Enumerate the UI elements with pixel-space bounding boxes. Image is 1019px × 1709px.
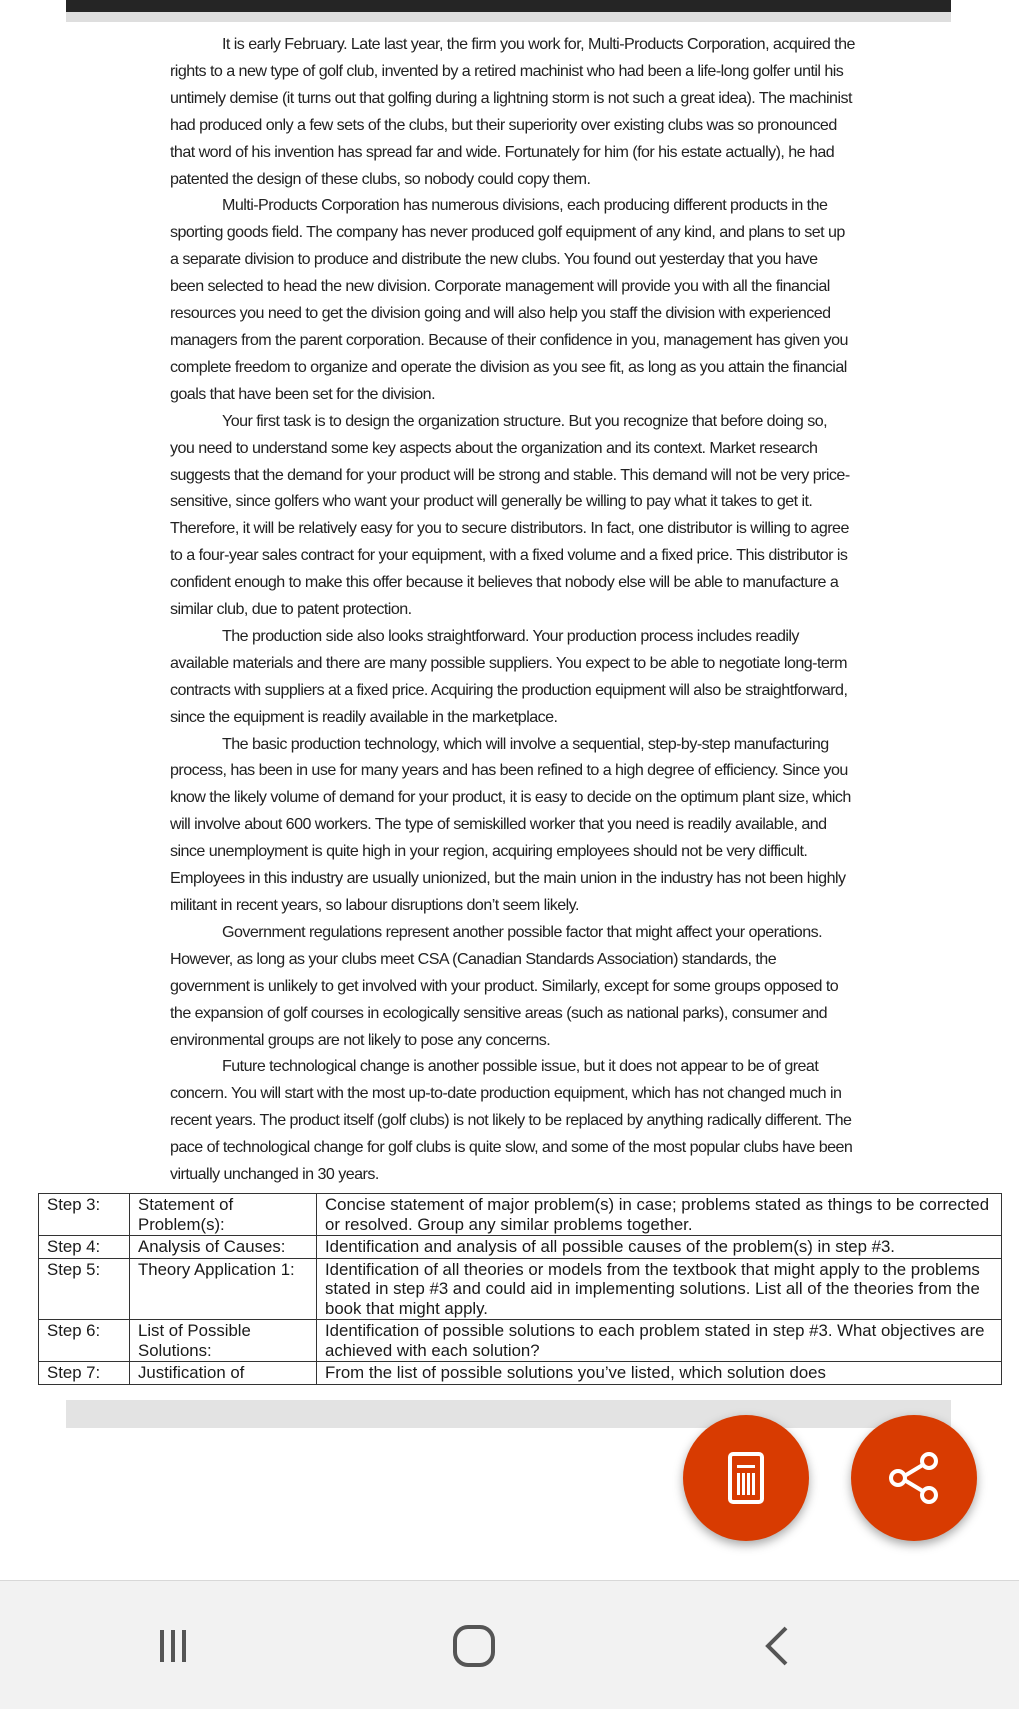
table-row — [39, 1320, 1002, 1362]
home-icon — [450, 1622, 498, 1670]
paragraph-7: Future technological change is another possible issue, but it does not appear to be of great concern. You will start with the most up-to-date production equipment, which has not changed much in recent years. The product itself (golf clubs) is not likely to be replaced by anything radically different. The pace of technological change for golf clubs is quite slow, and some of the most popular clubs have been virtually unchanged in 30 years. — [170, 1057, 853, 1184]
step-description: Identification of possible solutions to each problem stated in step #3. What objectives are achieved with each solution? — [317, 1320, 1002, 1362]
paragraph-6: Government regulations represent another possible factor that might affect your operations. However, as long as your clubs meet CSA (Canadian Standards Association) standards, the government is unlikely to get involved with your product. Similarly, except for some groups opposed to the expansion of golf courses in ecologically sensitive areas (such as national parks), consumer and environmental groups are not likely to pose any concerns. — [170, 922, 839, 1049]
step-number: Step 4: — [39, 1236, 130, 1259]
paragraph-4: The production side also looks straightforward. Your production process includes readily available materials and there are many possible suppliers. You expect to be able to negotiate long-term contracts with suppliers at a fixed price. Acquiring the production equipment will also be straightforward, since the equipment is readily available in the marketplace. — [170, 626, 848, 726]
table-row — [39, 1194, 1002, 1236]
step-description: Identification and analysis of all possible causes of the problem(s) in step #3. — [317, 1236, 1002, 1259]
page-separator — [66, 1400, 951, 1428]
document-page — [170, 31, 855, 1188]
step-description: Identification of all theories or models from the textbook that might apply to the problems stated in step #3 and could aid in implementing solutions. List all of the theories from the book that might apply. — [317, 1258, 1002, 1320]
table-row — [39, 1258, 1002, 1320]
step-name: Statement of Problem(s): — [130, 1194, 317, 1236]
home-button[interactable] — [434, 1611, 514, 1681]
step-number: Step 3: — [39, 1194, 130, 1236]
share-icon — [886, 1450, 942, 1506]
steps-table — [38, 1193, 1002, 1385]
recent-apps-button[interactable] — [133, 1611, 213, 1681]
step-name: Theory Application 1: — [130, 1258, 317, 1320]
table-row — [39, 1362, 1002, 1385]
paragraph-5: The basic production technology, which will involve a sequential, step-by-step manufacturing process, has been in use for many years and has been refined to a high degree of efficiency. Since you know the likely volume of demand for your product, it is easy to decide on the optimum plant size, which will involve about 600 workers. The type of semiskilled worker that you need is readily available, and since unemployment is quite high in your region, acquiring employees should not be very difficult. Employees in this industry are usually unionized, but the main union in the industry has not been highly militant in recent years, so labour disruptions don’t seem likely. — [170, 734, 851, 914]
step-number: Step 6: — [39, 1320, 130, 1362]
reader-mode-button[interactable] — [683, 1415, 809, 1541]
table-row — [39, 1236, 1002, 1259]
step-name: Justification of — [130, 1362, 317, 1385]
step-number: Step 5: — [39, 1258, 130, 1320]
step-number: Step 7: — [39, 1362, 130, 1385]
step-name: List of Possible Solutions: — [130, 1320, 317, 1362]
share-button[interactable] — [851, 1415, 977, 1541]
recent-apps-icon — [153, 1626, 193, 1666]
system-navigation-bar — [0, 1580, 1019, 1709]
paragraph-2: Multi-Products Corporation has numerous divisions, each producing different products in the sporting goods field. The company has never produced golf equipment of any kind, and plans to set up a separate division to produce and distribute the new clubs. You found out yesterday that you have been selected to head the new division. Corporate management will provide you with all the financial resources you need to get the division going and will also help you staff the division with experienced managers from the parent corporation. Because of their confidence in you, management has given you complete freedom to organize and operate the division as you see fit, as long as you attain the financial goals that have been set for the division. — [170, 196, 848, 403]
step-description: From the list of possible solutions you’ve listed, which solution does — [317, 1362, 1002, 1385]
back-icon — [758, 1624, 798, 1668]
viewer-top-bar-shadow — [66, 12, 951, 22]
step-description: Concise statement of major problem(s) in case; problems stated as things to be corrected or resolved. Group any similar problems together. — [317, 1194, 1002, 1236]
steps-table-viewport — [0, 1193, 1019, 1397]
step-name: Analysis of Causes: — [130, 1236, 317, 1259]
paragraph-3: Your first task is to design the organization structure. But you recognize that before doing so, you need to understand some key aspects about the organization and its context. Market research suggests that the demand for your product will be strong and stable. This demand will not be very price-sensitive, since golfers who want your product will generally be willing to pay what it takes to get it. Therefore, it will be relatively easy for you to secure distributors. In fact, one distributor is willing to agree to a four-year sales contract for your equipment, with a fixed volume and a fixed price. This distributor is confident enough to make this offer because it believes that nobody else will be able to manufacture a similar club, due to patent protection. — [170, 411, 850, 619]
viewer-top-bar — [66, 0, 951, 12]
reader-mode-icon — [727, 1451, 765, 1505]
back-button[interactable] — [738, 1611, 818, 1681]
paragraph-1: It is early February. Late last year, the firm you work for, Multi-Products Corporation, acquired the rights to a new type of golf club, invented by a retired machinist who had been a life-long golfer until his untimely demise (it turns out that golfing during a lightning storm is not such a great idea). The machinist had produced only a few sets of the clubs, but their superiority over existing clubs was so pronounced that word of his invention has spread far and wide. Fortunately for him (for his estate actually), he had patented the design of these clubs, so nobody could copy them. — [170, 35, 855, 188]
